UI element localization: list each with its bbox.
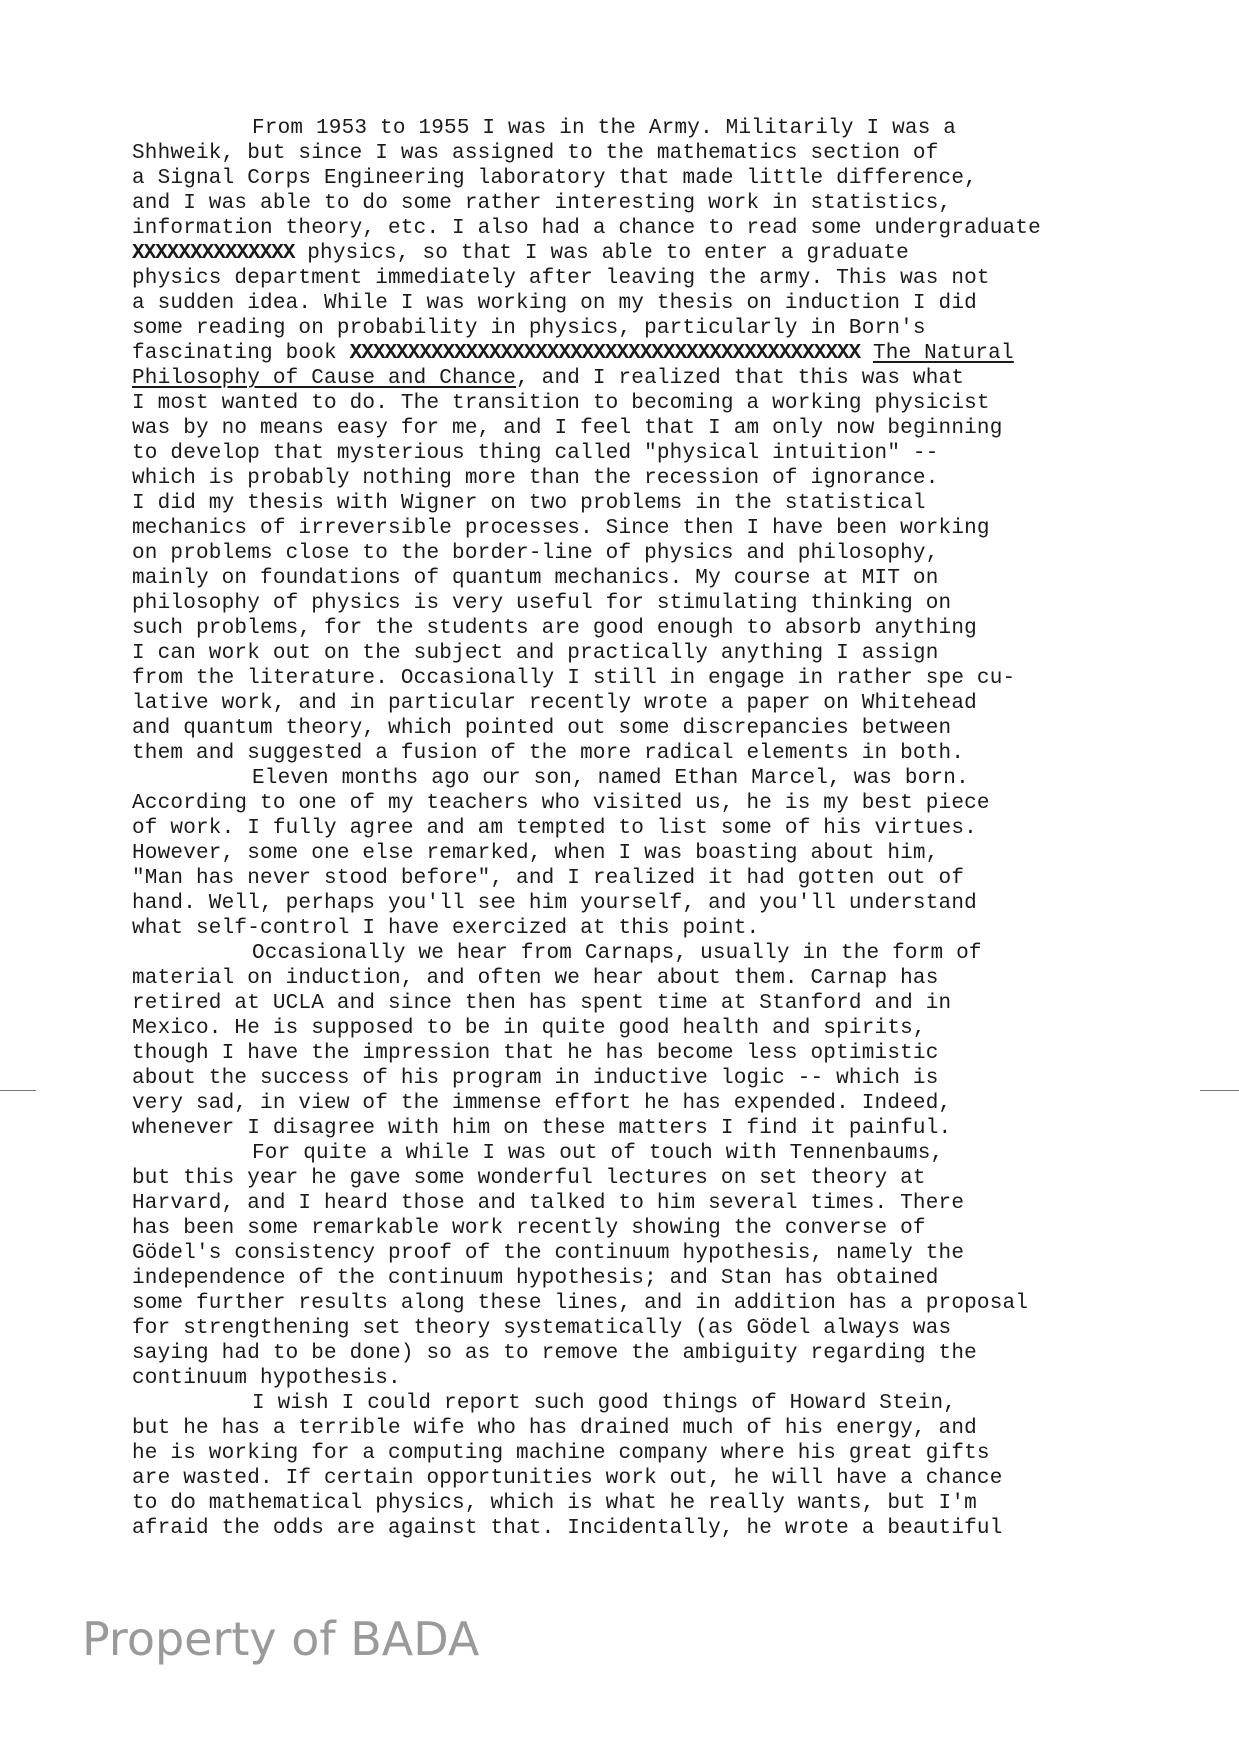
text-line: philosophy of physics is very useful for stimulating thinking on xyxy=(132,592,952,615)
text-line: about the success of his program in inductive logic -- which is xyxy=(132,1067,939,1090)
text-line: a Signal Corps Engineering laboratory that made little difference, xyxy=(132,167,977,190)
paragraph xyxy=(132,116,1212,766)
text-line: to develop that mysterious thing called "physical intuition" -- xyxy=(132,442,939,465)
text-line: very sad, in view of the immense effort he has expended. Indeed, xyxy=(132,1092,952,1115)
text-line: information theory, etc. I also had a chance to read some undergraduate xyxy=(132,217,1041,240)
text-line: However, some one else remarked, when I was boasting about him, xyxy=(132,842,939,865)
text-line: a sudden idea. While I was working on my thesis on induction I did xyxy=(132,292,977,315)
text-line: Mexico. He is supposed to be in quite good health and spirits, xyxy=(132,1017,926,1040)
text-line: some further results along these lines, and in addition has a proposal xyxy=(132,1292,1029,1315)
text-line: whenever I disagree with him on these matters I find it painful. xyxy=(132,1117,952,1140)
text-line: Harvard, and I heard those and talked to him several times. There xyxy=(132,1192,965,1215)
text-line: to do mathematical physics, which is what he really wants, but I'm xyxy=(132,1492,977,1515)
margin-mark-left xyxy=(0,1090,36,1091)
text-line: physics department immediately after leaving the army. This was not xyxy=(132,267,990,290)
text-line: For quite a while I was out of touch with Tennenbaums, xyxy=(252,1142,944,1165)
text-line: was by no means easy for me, and I feel that I am only now beginning xyxy=(132,417,1003,440)
text-segment: fascinating book xyxy=(132,342,350,365)
text-line: what self-control I have exercized at this point. xyxy=(132,917,760,940)
text-line: are wasted. If certain opportunities work out, he will have a chance xyxy=(132,1467,1003,1490)
text-line: which is probably nothing more than the recession of ignorance. xyxy=(132,467,939,490)
text-line: some reading on probability in physics, particularly in Born's xyxy=(132,317,926,340)
text-line: Eleven months ago our son, named Ethan Marcel, was born. xyxy=(252,767,969,790)
text-line: on problems close to the border-line of physics and philosophy, xyxy=(132,542,939,565)
text-line: independence of the continuum hypothesis; and Stan has obtained xyxy=(132,1267,939,1290)
text-line: material on induction, and often we hear about them. Carnap has xyxy=(132,967,939,990)
text-line xyxy=(132,366,1212,391)
text-line: Shhweik, but since I was assigned to the mathematics section of xyxy=(132,142,939,165)
text-line: continuum hypothesis. xyxy=(132,1367,401,1390)
text-line xyxy=(132,341,1212,366)
text-line: such problems, for the students are good enough to absorb anything xyxy=(132,617,977,640)
text-segment: , and I realized that this was what xyxy=(516,367,965,390)
text-line: and I was able to do some rather interesting work in statistics, xyxy=(132,192,952,215)
typed-letter-body xyxy=(132,116,1212,1541)
text-line: I did my thesis with Wigner on two problems in the statistical xyxy=(132,492,926,515)
text-line: mechanics of irreversible processes. Since then I have been working xyxy=(132,517,990,540)
paragraph xyxy=(132,941,1212,1141)
text-segment: physics, so that I was able to enter a graduate xyxy=(294,242,909,265)
text-line: from the literature. Occasionally I still in engage in rather spe cu- xyxy=(132,667,1016,690)
text-line: According to one of my teachers who visited us, he is my best piece xyxy=(132,792,990,815)
text-line: "Man has never stood before", and I realized it had gotten out of xyxy=(132,867,965,890)
text-segment xyxy=(860,342,873,365)
text-line: Occasionally we hear from Carnaps, usually in the form of xyxy=(252,942,982,965)
text-line: but this year he gave some wonderful lectures on set theory at xyxy=(132,1167,926,1190)
paragraph xyxy=(132,1391,1212,1541)
text-line: saying had to be done) so as to remove the ambiguity regarding the xyxy=(132,1342,977,1365)
text-line: hand. Well, perhaps you'll see him yourself, and you'll understand xyxy=(132,892,977,915)
text-line: has been some remarkable work recently showing the converse of xyxy=(132,1217,926,1240)
text-line: he is working for a computing machine company where his great gifts xyxy=(132,1442,990,1465)
text-line: them and suggested a fusion of the more radical elements in both. xyxy=(132,742,965,765)
text-line: I wish I could report such good things of Howard Stein, xyxy=(252,1392,957,1415)
text-line: mainly on foundations of quantum mechanics. My course at MIT on xyxy=(132,567,939,590)
text-line: but he has a terrible wife who has drained much of his energy, and xyxy=(132,1417,977,1440)
underlined-title: The Natural xyxy=(872,342,1014,365)
text-line: and quantum theory, which pointed out some discrepancies between xyxy=(132,717,952,740)
text-line xyxy=(132,241,1212,266)
text-line: for strengthening set theory systematically (as Gödel always was xyxy=(132,1317,952,1340)
text-line: From 1953 to 1955 I was in the Army. Militarily I was a xyxy=(252,117,957,140)
paragraph xyxy=(132,1141,1212,1391)
struck-out-text: XXXXXXXXXXXXXX xyxy=(132,242,295,265)
text-line: I can work out on the subject and practically anything I assign xyxy=(132,642,939,665)
text-line: of work. I fully agree and am tempted to list some of his virtues. xyxy=(132,817,977,840)
text-line: retired at UCLA and since then has spent time at Stanford and in xyxy=(132,992,952,1015)
text-line: I most wanted to do. The transition to becoming a working physicist xyxy=(132,392,990,415)
struck-out-text: XXXXXXXXXXXXXXXXXXXXXXXXXXXXXXXXXXXXXXXXXXXX xyxy=(349,342,861,365)
paragraph xyxy=(132,766,1212,941)
text-line: lative work, and in particular recently wrote a paper on Whitehead xyxy=(132,692,977,715)
text-line: afraid the odds are against that. Incidentally, he wrote a beautiful xyxy=(132,1517,1003,1540)
watermark: Property of BADA xyxy=(82,1612,480,1666)
text-line: though I have the impression that he has become less optimistic xyxy=(132,1042,939,1065)
text-line: Gödel's consistency proof of the continuum hypothesis, namely the xyxy=(132,1242,965,1265)
underlined-title: Philosophy of Cause and Chance xyxy=(132,367,517,390)
